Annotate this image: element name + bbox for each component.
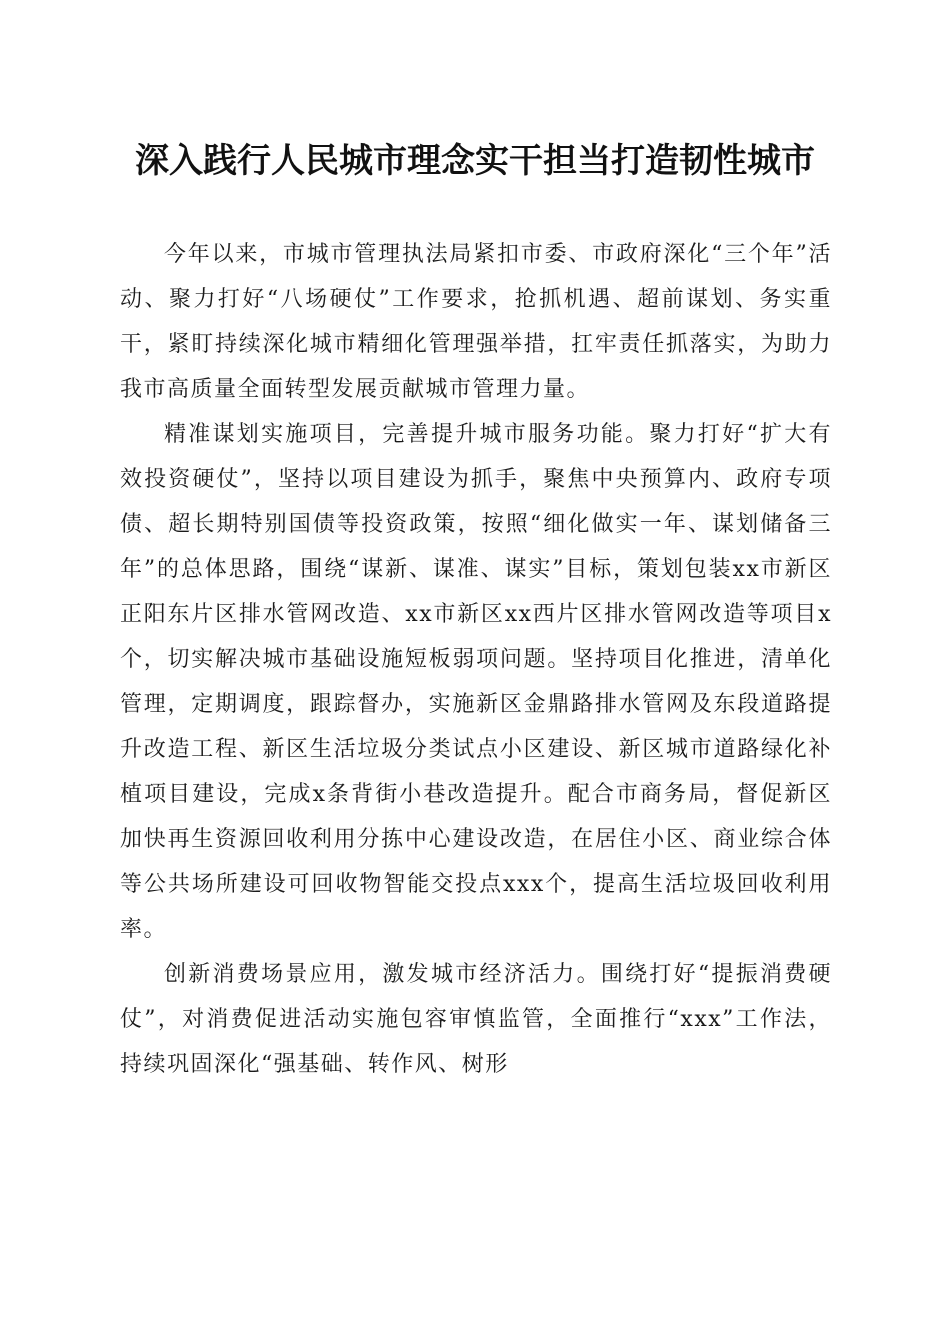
paragraph-consumption: 创新消费场景应用，激发城市经济活力。围绕打好“提振消费硬仗”，对消费促进活动实施包容审慎监管，全面推行“xxx”工作法，持续巩固深化“强基础、转作风、树形 (120, 962, 832, 1077)
document-title: 深入践行人民城市理念实干担当打造韧性城市 (135, 141, 815, 181)
document-body (120, 232, 832, 1087)
paragraph-intro: 今年以来，市城市管理执法局紧扣市委、市政府深化“三个年”活动、聚力打好“八场硬仗”工作要求，抢抓机遇、超前谋划、务实重干，紧盯持续深化城市精细化管理强举措，扛牢责任抓落实，为助力我市高质量全面转型发展贡献城市管理力量。 (120, 242, 832, 402)
paragraph-projects: 精准谋划实施项目，完善提升城市服务功能。聚力打好“扩大有效投资硬仗”，坚持以项目建设为抓手，聚焦中央预算内、政府专项债、超长期特别国债等投资政策，按照“细化做实一年、谋划储备三年”的总体思路，围绕“谋新、谋准、谋实”目标，策划包装xx市新区正阳东片区排水管网改造、xx市新区xx西片区排水管网改造等项目x个，切实解决城市基础设施短板弱项问题。坚持项目化推进，清单化管理，定期调度，跟踪督办，实施新区金鼎路排水管网及东段道路提升改造工程、新区生活垃圾分类试点小区建设、新区城市道路绿化补植项目建设，完成x条背街小巷改造提升。配合市商务局，督促新区加快再生资源回收利用分拣中心建设改造，在居住小区、商业综合体等公共场所建设可回收物智能交投点xxx个，提高生活垃圾回收利用率。 (120, 422, 832, 942)
